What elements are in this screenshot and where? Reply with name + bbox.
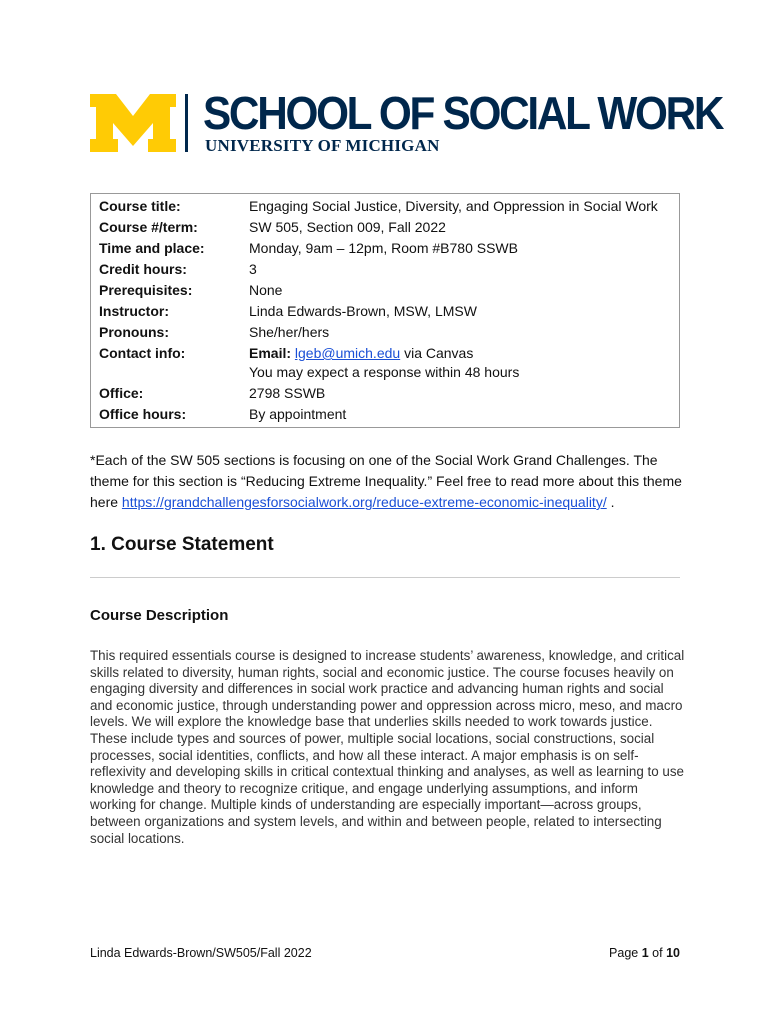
office-hours-value: By appointment (249, 406, 347, 422)
instructor-value: Linda Edwards-Brown, MSW, LMSW (249, 303, 477, 319)
office-row (91, 383, 680, 404)
page-of: of (652, 946, 663, 960)
office-hours-row (91, 404, 680, 428)
email-label: Email: (249, 345, 292, 361)
course-number-value: SW 505, Section 009, Fall 2022 (249, 219, 446, 235)
prerequisites-row (91, 280, 680, 301)
page-number (609, 946, 680, 960)
contact-row (91, 343, 680, 383)
time-place-value: Monday, 9am – 12pm, Room #B780 SSWB (249, 240, 518, 256)
credit-hours-label: Credit hours: (99, 261, 187, 277)
university-name: UNIVERSITY OF MICHIGAN (205, 136, 440, 155)
office-hours-label: Office hours: (99, 406, 187, 422)
page-prefix: Page (609, 946, 639, 960)
contact-value (241, 343, 680, 383)
page-total: 10 (666, 946, 680, 960)
university-m-logo (90, 94, 176, 152)
page-current: 1 (641, 946, 649, 960)
theme-note (90, 450, 690, 513)
grand-challenges-link[interactable]: https://grandchallengesforsocialwork.org/reduce-extreme-economic-inequality/ (121, 494, 607, 510)
course-description: This required essentials course is designed to increase students’ awareness, knowledge, and critical skills related to diversity, human rights, social and economic justice. The course focuses heavily on engaging diversity and differences in social work practice and advancing human rights and social and economic justice, through understanding power and oppression across micro, meso, and macro levels. We will explore the knowledge base that underlies skills needed to work towards justice. These include types and sources of power, multiple social locations, social constructions, social processes, social identities, conflicts, and how all these interact. A major emphasis is on self-reflexivity and developing skills in critical contextual thinking and analyses, as well as learning to use knowledge and theory to recognize critique, and engage underlying assumptions, and inform working for change. Multiple kinds of understanding are especially important—across groups, between organizations and system levels, and within and between people, related to intersecting social locations. (90, 648, 685, 846)
subsection-heading: Course Description (90, 607, 229, 624)
course-number-row (91, 217, 680, 238)
footer-author: Linda Edwards-Brown/SW505/Fall 2022 (90, 946, 312, 960)
section-divider (90, 577, 680, 578)
course-title-label: Course title: (99, 198, 181, 214)
credit-hours-row (91, 259, 680, 280)
instructor-row (91, 301, 680, 322)
office-label: Office: (99, 385, 144, 401)
logo-divider (185, 94, 188, 152)
contact-via: via Canvas (404, 345, 474, 361)
time-place-row (91, 238, 680, 259)
office-value: 2798 SSWB (249, 385, 326, 401)
theme-note-end: . (610, 494, 615, 510)
section-heading: 1. Course Statement (90, 534, 274, 555)
contact-label: Contact info: (99, 345, 186, 361)
credit-hours-value: 3 (249, 261, 257, 277)
course-number-label: Course #/term: (99, 219, 198, 235)
pronouns-value: She/her/hers (249, 324, 330, 340)
prerequisites-label: Prerequisites: (99, 282, 193, 298)
pronouns-row (91, 322, 680, 343)
course-title-row (91, 194, 680, 218)
pronouns-label: Pronouns: (99, 324, 169, 340)
course-info-table (90, 193, 680, 428)
instructor-label: Instructor: (99, 303, 169, 319)
school-title: SCHOOL OF SOCIAL WORK (203, 87, 723, 139)
theme-note-text: *Each of the SW 505 sections is focusing on one of the Social Work Grand Challenges. The theme for this section is “Reducing Extreme Inequality.” Feel free to read more about this theme here (90, 452, 682, 510)
response-time: You may expect a response within 48 hours (249, 364, 520, 380)
email-link[interactable]: lgeb@umich.edu (294, 345, 401, 361)
time-place-label: Time and place: (99, 240, 205, 256)
course-title-value: Engaging Social Justice, Diversity, and Oppression in Social Work (249, 198, 658, 214)
prerequisites-value: None (249, 282, 283, 298)
